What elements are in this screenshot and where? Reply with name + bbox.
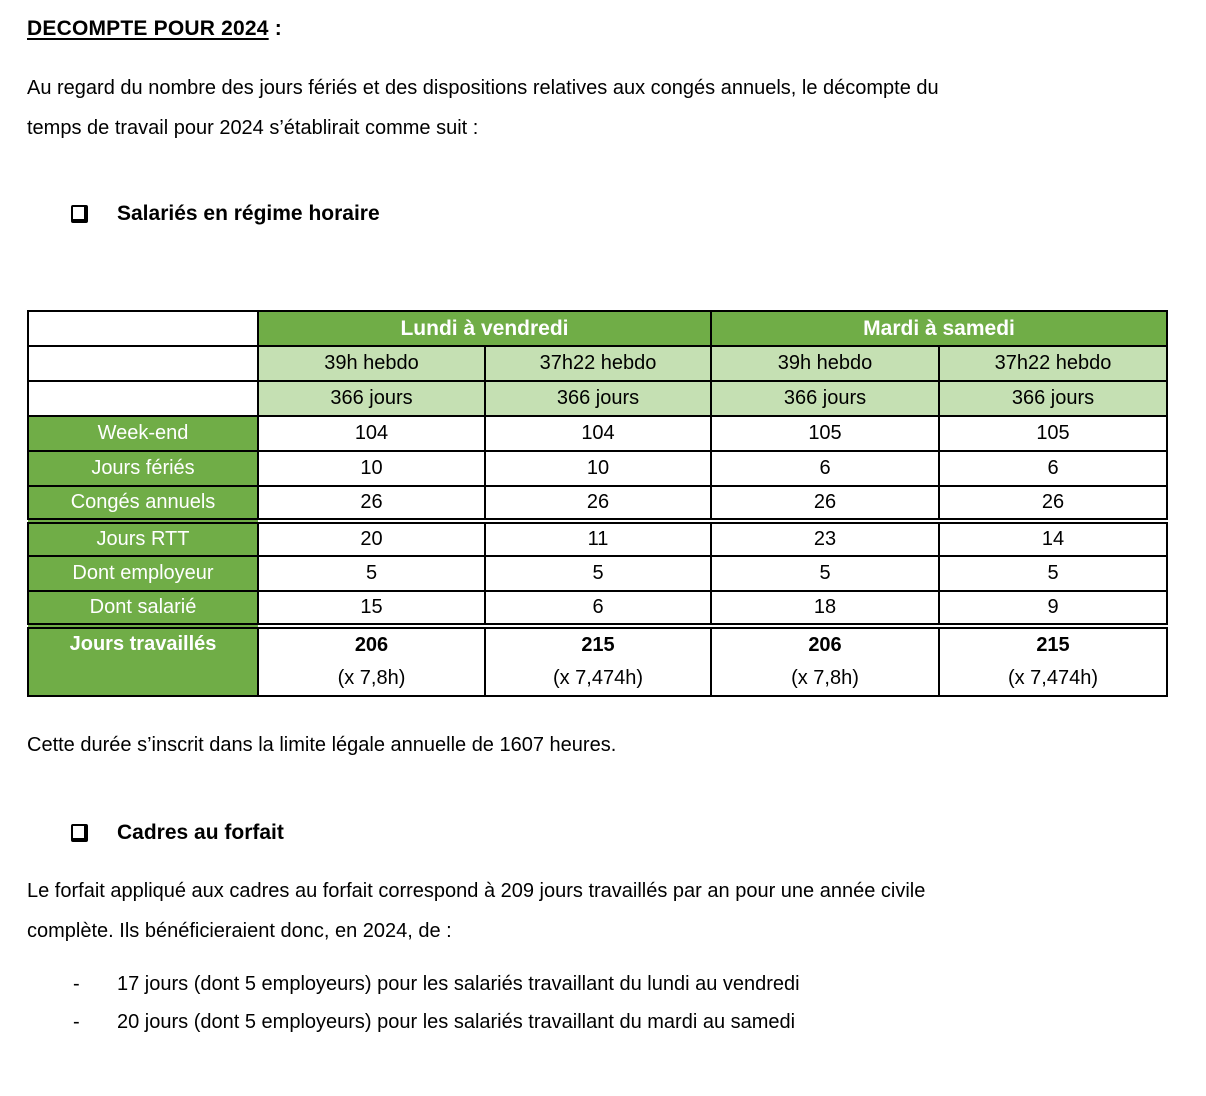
total-cell xyxy=(711,626,939,696)
total-days: 206 xyxy=(354,634,389,656)
table-row xyxy=(28,591,1167,626)
intro-paragraph xyxy=(27,68,1180,148)
legal-limit-note: Cette durée s’inscrit dans la limite légale annuelle de 1607 heures. xyxy=(27,734,617,756)
decompte-table xyxy=(27,310,1168,697)
section-heading-label: Cadres au forfait xyxy=(117,821,284,844)
row-label: Jours RTT xyxy=(28,521,258,556)
value-cell: 104 xyxy=(258,416,485,451)
table-total-body xyxy=(28,626,1167,696)
total-hours: (x 7,474h) xyxy=(1007,667,1099,689)
value-cell: 20 xyxy=(258,521,485,556)
table-row xyxy=(28,451,1167,486)
list-item-text: 17 jours (dont 5 employeurs) pour les salariés travaillant du lundi au vendredi xyxy=(117,973,800,995)
total-hours: (x 7,8h) xyxy=(337,667,406,689)
row-label: Jours fériés xyxy=(28,451,258,486)
group-header-lundi-vendredi: Lundi à vendredi xyxy=(258,311,711,346)
col-header: 37h22 hebdo xyxy=(485,346,711,381)
blank-corner-cell xyxy=(28,381,258,416)
square-bullet-icon xyxy=(71,824,88,842)
value-cell: 105 xyxy=(939,416,1167,451)
row-label: Week-end xyxy=(28,416,258,451)
table-row xyxy=(28,556,1167,591)
col-header: 39h hebdo xyxy=(711,346,939,381)
page-title-colon: : xyxy=(268,17,282,40)
blank-corner-cell xyxy=(28,311,258,346)
total-days: 215 xyxy=(1036,634,1070,656)
total-days: 215 xyxy=(581,634,615,656)
value-cell: 26 xyxy=(939,486,1167,521)
table-row xyxy=(28,486,1167,521)
value-cell: 5 xyxy=(939,556,1167,591)
forfait-line-1: Le forfait appliqué aux cadres au forfait correspond à 209 jours travaillés par an pour une année civile xyxy=(27,880,926,902)
total-cell xyxy=(258,626,485,696)
row-label-jours-travailles: Jours travaillés xyxy=(28,626,258,696)
table-total-row xyxy=(28,626,1167,696)
page-title xyxy=(27,16,1180,42)
value-cell: 6 xyxy=(939,451,1167,486)
group-header-mardi-samedi: Mardi à samedi xyxy=(711,311,1167,346)
col-header: 37h22 hebdo xyxy=(939,346,1167,381)
value-cell: 18 xyxy=(711,591,939,626)
section-heading-label: Salariés en régime horaire xyxy=(117,202,380,225)
total-hours: (x 7,474h) xyxy=(552,667,644,689)
dash-bullet: - xyxy=(73,973,80,995)
page-title-text: DECOMPTE POUR 2024 xyxy=(27,17,269,40)
col-header: 39h hebdo xyxy=(258,346,485,381)
value-cell: 5 xyxy=(258,556,485,591)
intro-line-2: temps de travail pour 2024 s’établirait comme suit : xyxy=(27,117,479,139)
value-cell: 105 xyxy=(711,416,939,451)
value-cell: 14 xyxy=(939,521,1167,556)
intro-line-1: Au regard du nombre des jours fériés et des dispositions relatives aux congés annuels, le décompte du xyxy=(27,77,939,99)
value-cell: 10 xyxy=(485,451,711,486)
table-days-header-row xyxy=(28,381,1167,416)
value-cell: 6 xyxy=(485,591,711,626)
forfait-line-2: complète. Ils bénéficieraient donc, en 2024, de : xyxy=(27,920,452,942)
value-cell: 104 xyxy=(485,416,711,451)
section-heading-regime-horaire xyxy=(27,202,1180,226)
table-header xyxy=(28,311,1167,416)
list-item-text: 20 jours (dont 5 employeurs) pour les salariés travaillant du mardi au samedi xyxy=(117,1011,796,1033)
col-subheader: 366 jours xyxy=(939,381,1167,416)
table-row xyxy=(28,416,1167,451)
value-cell: 6 xyxy=(711,451,939,486)
row-label: Congés annuels xyxy=(28,486,258,521)
section-heading-cadres-forfait xyxy=(27,821,1180,845)
total-hours: (x 7,8h) xyxy=(791,667,859,689)
value-cell: 10 xyxy=(258,451,485,486)
blank-corner-cell xyxy=(28,346,258,381)
value-cell: 26 xyxy=(258,486,485,521)
value-cell: 23 xyxy=(711,521,939,556)
col-subheader: 366 jours xyxy=(258,381,485,416)
list-item xyxy=(27,1003,1180,1041)
value-cell: 5 xyxy=(711,556,939,591)
value-cell: 26 xyxy=(711,486,939,521)
value-cell: 5 xyxy=(485,556,711,591)
forfait-paragraph xyxy=(27,871,1180,951)
total-days: 206 xyxy=(808,634,842,656)
row-label: Dont salarié xyxy=(28,591,258,626)
col-subheader: 366 jours xyxy=(485,381,711,416)
value-cell: 9 xyxy=(939,591,1167,626)
total-cell xyxy=(485,626,711,696)
value-cell: 15 xyxy=(258,591,485,626)
table-row xyxy=(28,521,1167,556)
dash-bullet: - xyxy=(73,1011,80,1033)
list-item xyxy=(27,965,1180,1003)
value-cell: 11 xyxy=(485,521,711,556)
col-subheader: 366 jours xyxy=(711,381,939,416)
forfait-list xyxy=(27,965,1180,1041)
total-cell xyxy=(939,626,1167,696)
table-hours-header-row xyxy=(28,346,1167,381)
value-cell: 26 xyxy=(485,486,711,521)
table-body xyxy=(28,416,1167,626)
square-bullet-icon xyxy=(71,205,88,223)
table-group-header-row xyxy=(28,311,1167,346)
row-label: Dont employeur xyxy=(28,556,258,591)
